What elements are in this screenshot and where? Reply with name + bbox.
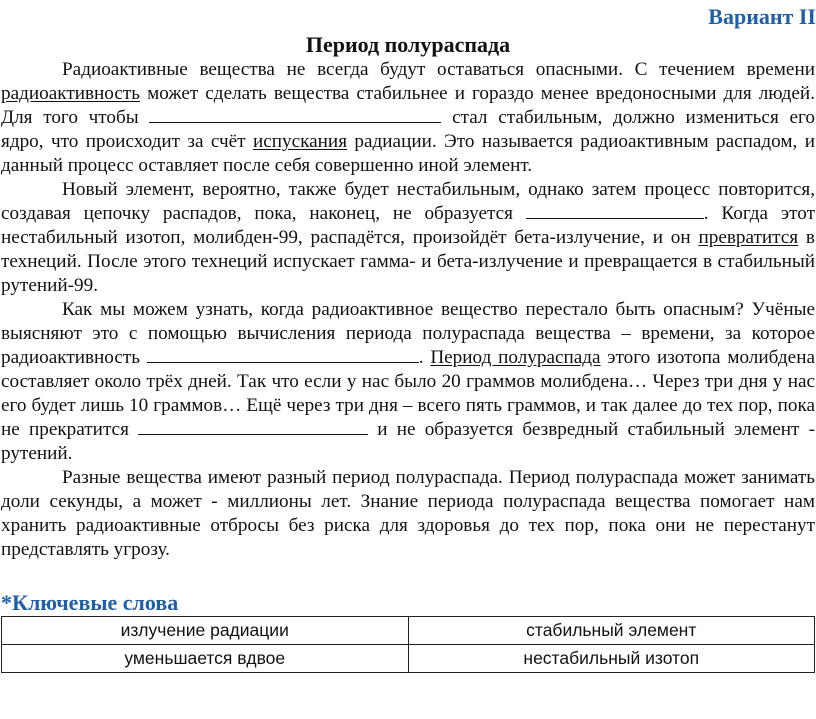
page-title: Период полураспада	[305, 32, 511, 57]
fill-blank-4[interactable]	[138, 418, 368, 435]
fill-blank-2[interactable]	[526, 202, 704, 219]
text-run: радиации. Это называется радиоактивным распадом, и данный процесс оставляет после себя совершенно иной элемент.	[1, 131, 815, 176]
table-row	[2, 645, 815, 673]
text-run: этого изотопа молибдена составляет около трёх дней. Так что если у нас было 20 граммов молибдена… Через три дня у нас его будет лишь 10 граммов… Ещё через три дня – всего пять граммов, и так далее до тех пор, пока не прекратится	[1, 347, 815, 440]
paragraph-3	[1, 298, 815, 466]
underlined-term: превратится	[698, 227, 799, 248]
text-run: в технеций. После этого технеций испускает гамма- и бета-излучение и превращается в стабильный рутений-99.	[1, 227, 815, 296]
keyword-cell: стабильный элемент	[408, 617, 815, 645]
underlined-term: испускания	[252, 131, 348, 152]
keywords-title: *Ключевые слова	[1, 590, 179, 615]
text-run: стал стабильным, должно измениться его ядро, что происходит за счёт	[1, 107, 815, 152]
underlined-term: Период полураспада	[430, 347, 601, 368]
text-run: может сделать вещества стабильнее и гораздо менее вредоносными для людей. Для того чтобы	[1, 83, 815, 128]
article-body	[1, 58, 815, 562]
paragraph-1	[1, 58, 815, 178]
text-run: и не образуется безвредный стабильный элемент - рутений.	[1, 419, 815, 464]
paragraph-4: Разные вещества имеют разный период полураспада. Период полураспада может занимать доли секунды, а может - миллионы лет. Знание периода полураспада вещества помогает нам хранить радиоактивные отбросы без риска для здоровья до тех пор, пока они не перестанут представлять угрозу.	[1, 467, 815, 560]
text-run: .	[418, 347, 431, 368]
variant-label: Вариант II	[708, 4, 816, 29]
table-row	[2, 617, 815, 645]
keyword-cell: излучение радиации	[2, 617, 409, 645]
text-run: Радиоактивные вещества не всегда будут оставаться опасными. С течением времени	[62, 59, 815, 80]
paragraph-2	[1, 178, 815, 298]
text-run: Как мы можем узнать, когда радиоактивное вещество перестало быть опасным? Учёные выясняют это с помощью вычисления периода полураспада вещества – времени, за которое радиоактивность	[1, 299, 815, 368]
text-run: Новый элемент, вероятно, также будет нестабильным, однако затем процесс повторится, создавая цепочку распадов, пока, наконец, не образуется	[1, 179, 815, 224]
keywords-table	[1, 616, 815, 673]
text-run: . Когда этот нестабильный изотоп, молибден-99, распадётся, произойдёт бета-излучение, и он	[1, 203, 815, 248]
fill-blank-1[interactable]	[149, 106, 441, 123]
keyword-cell: нестабильный изотоп	[408, 645, 815, 673]
keyword-cell: уменьшается вдвое	[2, 645, 409, 673]
underlined-term: радиоактивность	[1, 83, 141, 104]
fill-blank-3[interactable]	[147, 346, 419, 363]
